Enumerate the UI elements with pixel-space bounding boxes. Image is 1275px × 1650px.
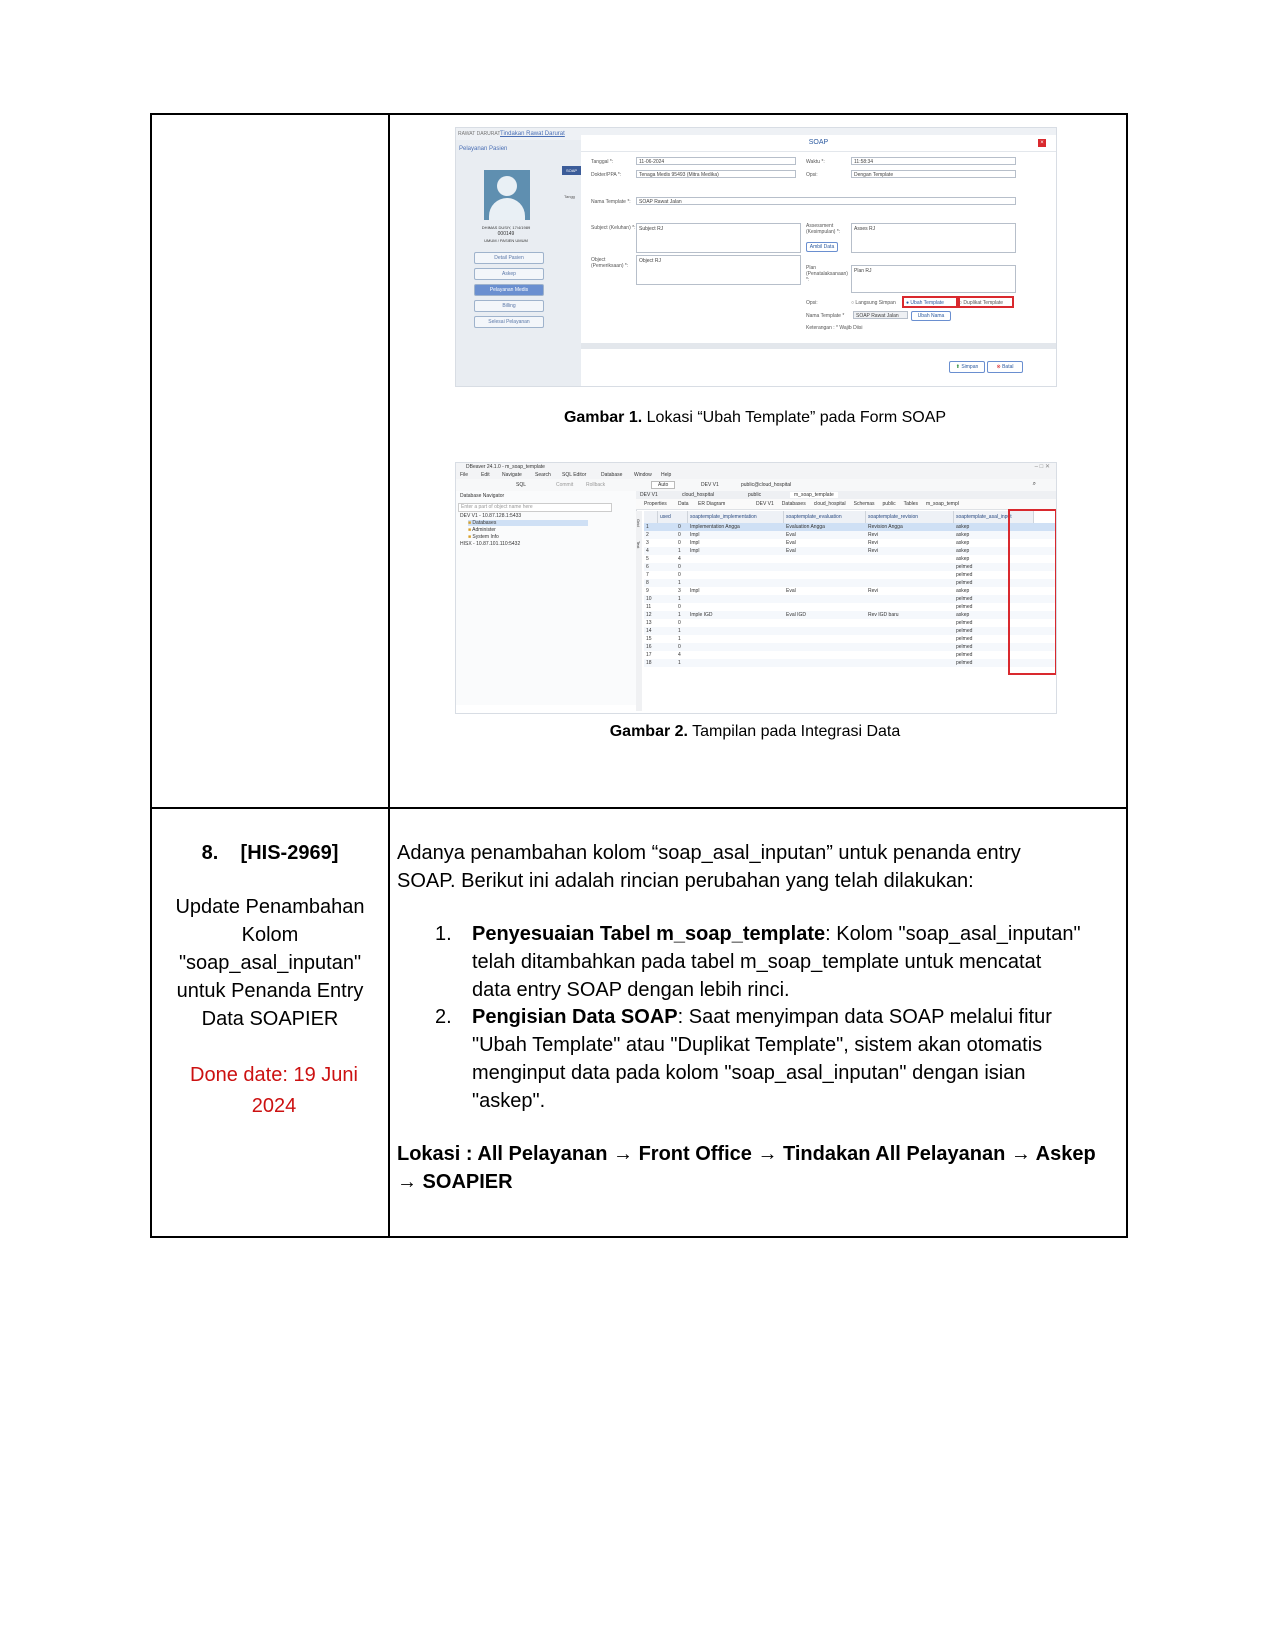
radio-ubah-template-label: Ubah Template	[910, 300, 944, 306]
folder-icon: ■	[468, 520, 472, 526]
table-cell[interactable]: 0	[678, 540, 681, 546]
table-cell[interactable]: Revi	[868, 548, 879, 554]
breadcrumb-item[interactable]: cloud_hospital	[813, 501, 846, 507]
table-cell[interactable]	[786, 659, 868, 667]
figure1-caption-text: Lokasi “Ubah Template” pada Form SOAP	[642, 409, 947, 426]
row-number[interactable]: 9	[646, 588, 649, 594]
avatar-head-icon	[497, 176, 517, 196]
datasource-select[interactable]: DEV V1	[701, 482, 719, 488]
table-cell[interactable]	[868, 555, 956, 563]
table-cell[interactable]	[690, 619, 786, 627]
menu-item-search[interactable]: Search	[535, 472, 551, 478]
breadcrumb-link[interactable]: Tindakan Rawat Darurat	[500, 131, 565, 137]
item-code: [HIS-2969]	[240, 842, 339, 864]
table-cell[interactable]: askep	[956, 548, 970, 554]
table-cell[interactable]: pelmed	[956, 604, 973, 610]
column-header[interactable]: soaptemplate_revision	[866, 511, 954, 523]
table-cell[interactable]	[690, 571, 786, 579]
table-row[interactable]	[644, 643, 1057, 651]
row-number[interactable]: 4	[646, 548, 649, 554]
table-cell[interactable]: pelmed	[956, 628, 973, 634]
table-cell[interactable]: Imple IGD	[690, 612, 713, 618]
dialog-title: SOAP	[581, 135, 1056, 152]
detail-pasien-button[interactable]: Detail Pasien	[474, 252, 544, 264]
figure2-caption-label: Gambar 2.	[609, 723, 688, 740]
table-cell[interactable]	[690, 603, 786, 611]
table-row[interactable]	[644, 635, 1057, 643]
list-item-2-rest: : Saat menyimpan data SOAP melalui fitur	[677, 1006, 1052, 1028]
radio-langsung-simpan[interactable]: ○ Langsung Simpan	[851, 300, 896, 306]
table-cell[interactable]	[690, 555, 786, 563]
opsi-select[interactable]: Dengan Template	[851, 170, 1016, 178]
avatar	[484, 170, 530, 220]
row-number[interactable]: 15	[646, 636, 652, 642]
table-cell[interactable]: askep	[956, 540, 970, 546]
soap-dialog	[581, 135, 1056, 386]
table-cell[interactable]: 1	[678, 660, 681, 666]
item-title-line: "soap_asal_inputan"	[178, 952, 362, 974]
table-cell[interactable]	[690, 627, 786, 635]
folder-icon: ■	[468, 527, 472, 533]
table-cell[interactable]: 0	[678, 532, 681, 538]
batal-label: Batal	[1002, 364, 1014, 370]
ubah-nama-button[interactable]: Ubah Nama	[911, 311, 951, 321]
row-number[interactable]: 1	[646, 524, 649, 530]
plan-textarea[interactable]: Plan RJ	[851, 265, 1016, 293]
table-cell[interactable]	[868, 595, 956, 603]
tree-node-databases-label: Databases	[472, 520, 497, 526]
table-row[interactable]	[644, 571, 1057, 579]
table-cell[interactable]: 1	[678, 548, 681, 554]
list-item-2	[472, 1003, 1122, 1115]
batal-button[interactable]	[987, 361, 1023, 373]
figure2-caption	[455, 723, 1055, 741]
list-item-1-first-line	[472, 920, 1122, 948]
row-number[interactable]: 10	[646, 596, 652, 602]
table-cell[interactable]: Eval	[786, 540, 796, 546]
list-item-1-rest: : Kolom "soap_asal_inputan"	[825, 923, 1081, 945]
list-item-1-bold: Penyesuaian Tabel m_soap_template	[472, 923, 826, 945]
list-item-1	[472, 920, 1122, 1004]
row-divider	[152, 807, 1126, 809]
table-cell[interactable]: pelmed	[956, 564, 973, 570]
item-title-line: untuk Penanda Entry	[176, 980, 364, 1002]
view-switcher	[636, 511, 642, 711]
table-cell[interactable]	[786, 555, 868, 563]
waktu-field[interactable]: 11:58:34	[851, 157, 1016, 165]
opsi2-label: Opsi:	[806, 300, 818, 306]
table-cell[interactable]: Eval IGD	[786, 612, 807, 618]
table-cell[interactable]: pelmed	[956, 580, 973, 586]
table-cell[interactable]: askep	[956, 612, 970, 618]
row-number[interactable]: 5	[646, 556, 649, 562]
table-cell[interactable]	[868, 659, 956, 667]
table-cell[interactable]	[868, 579, 956, 587]
figure1-caption	[455, 409, 1055, 427]
done-date	[156, 1060, 392, 1122]
table-cell[interactable]: Impl	[690, 532, 700, 538]
item-heading	[152, 839, 388, 867]
row-number[interactable]: 3	[646, 540, 649, 546]
patient-name: DHIMAS DUSIY, 17/4/1989	[481, 225, 531, 230]
sql-button[interactable]: SQL	[516, 482, 527, 488]
object-textarea[interactable]: Object RJ	[636, 255, 801, 285]
navigator-filter-input[interactable]: Enter a part of object name here	[458, 503, 612, 512]
table-cell[interactable]: 0	[678, 604, 681, 610]
asal-input-highlight	[1008, 509, 1057, 675]
figure2-caption-text: Tampilan pada Integrasi Data	[687, 723, 901, 740]
breadcrumb: RAWAT DARURAT	[458, 131, 501, 137]
radio-ubah-template[interactable]: ● Ubah Template	[906, 300, 944, 306]
table-cell[interactable]	[786, 595, 868, 603]
table-cell[interactable]: 1	[678, 596, 681, 602]
table-cell[interactable]	[786, 563, 868, 571]
menu-item-sql-editor[interactable]: SQL Editor	[562, 472, 587, 478]
description-intro	[397, 839, 1117, 895]
assessment-label: Assessment (Kesimpulan) *:	[806, 223, 841, 235]
waktu-label: Waktu *:	[806, 159, 825, 165]
item-number: 8.	[201, 842, 219, 864]
figure1-caption-label: Gambar 1.	[563, 409, 643, 426]
table-cell[interactable]	[868, 571, 956, 579]
scrollbar[interactable]	[581, 343, 1056, 349]
database-navigator	[456, 491, 637, 705]
editor-tab[interactable]: m_soap_template	[790, 492, 838, 498]
soap-form-screenshot	[455, 127, 1057, 387]
menu-item-database[interactable]: Database	[601, 472, 623, 478]
dbeaver-screenshot	[455, 462, 1057, 714]
table-cell[interactable]: Eval	[786, 532, 796, 538]
table-row[interactable]	[644, 611, 1057, 619]
keterangan-text: Keterangan : * Wajib Diisi	[806, 325, 863, 331]
table-cell[interactable]	[690, 643, 786, 651]
table-cell[interactable]: askep	[956, 588, 970, 594]
table-cell[interactable]: Eval	[786, 548, 796, 554]
schema-select[interactable]: public@cloud_hospital	[741, 482, 792, 488]
table-cell[interactable]	[786, 651, 868, 659]
table-cell[interactable]: Eval	[786, 588, 796, 594]
simpan-button[interactable]	[949, 361, 985, 373]
table-cell[interactable]: askep	[956, 524, 970, 530]
table-cell[interactable]: pelmed	[956, 636, 973, 642]
table-cell[interactable]: 4	[678, 652, 681, 658]
table-row[interactable]	[644, 595, 1057, 603]
table-row[interactable]	[644, 603, 1057, 611]
intro-line: SOAP. Berikut ini adalah rincian perubahan yang telah dilakukan:	[397, 870, 974, 892]
breadcrumb-item[interactable]: Schemas	[853, 501, 875, 507]
editor-tab[interactable]: public	[748, 492, 762, 498]
intro-line: Adanya penambahan kolom “soap_asal_inputan” untuk penanda entry	[397, 842, 1021, 864]
patient-type: UMUM / PASIEN UMUM	[484, 238, 528, 243]
table-cell[interactable]	[868, 627, 956, 635]
table-cell[interactable]	[868, 619, 956, 627]
row-number[interactable]: 12	[646, 612, 652, 618]
table-cell[interactable]: pelmed	[956, 620, 973, 626]
table-cell[interactable]: 0	[678, 644, 681, 650]
subject-textarea[interactable]: Subject RJ	[636, 223, 801, 253]
table-row[interactable]	[644, 531, 1057, 539]
nama-template2-label: Nama Template *	[806, 313, 845, 319]
table-cell[interactable]: pelmed	[956, 644, 973, 650]
table-cell[interactable]: 4	[678, 556, 681, 562]
tab-data[interactable]: Data	[678, 501, 689, 507]
item-title	[152, 893, 388, 1033]
table-cell[interactable]	[868, 651, 956, 659]
table-cell[interactable]: Impl	[690, 540, 700, 546]
location-line: → SOAPIER	[397, 1171, 513, 1193]
table-cell[interactable]: Evaluation Angga	[786, 524, 825, 530]
table-cell[interactable]	[868, 643, 956, 651]
row-number[interactable]: 6	[646, 564, 649, 570]
menu-item-edit[interactable]: Edit	[481, 472, 490, 478]
table-cell[interactable]: pelmed	[956, 596, 973, 602]
table-cell[interactable]: Revi	[868, 540, 879, 546]
column-header[interactable]: soaptemplate_implementation	[688, 511, 784, 523]
dokter-select[interactable]: Tenaga Medis 95493 (Mitra Medika)	[636, 170, 796, 178]
row-number[interactable]: 18	[646, 660, 652, 666]
row-number[interactable]: 2	[646, 532, 649, 538]
tree-node-databases[interactable]	[468, 520, 588, 526]
list-item-line: menginput data pada kolom "soap_asal_inputan" dengan isian	[472, 1062, 1026, 1084]
menu-item-window[interactable]: Window	[634, 472, 652, 478]
table-cell[interactable]: 0	[678, 524, 681, 530]
table-cell[interactable]: pelmed	[956, 660, 973, 666]
breadcrumb-item[interactable]: Databases	[781, 501, 806, 507]
menu-item-file[interactable]: File	[460, 472, 469, 478]
table-cell[interactable]	[690, 635, 786, 643]
nama-template-label: Nama Template *:	[591, 199, 631, 205]
table-cell[interactable]: askep	[956, 556, 970, 562]
table-row[interactable]	[644, 587, 1057, 595]
nama-template-select[interactable]: SOAP Rawat Jalan	[636, 197, 1016, 205]
radio-duplikat-template[interactable]: ○ Duplikat Template	[959, 300, 1004, 306]
tanggal-label: Tanggal *:	[591, 159, 614, 165]
table-cell[interactable]: pelmed	[956, 572, 973, 578]
tree-node-administer[interactable]	[468, 527, 496, 533]
search-icon[interactable]: ⌕	[1032, 481, 1036, 487]
dokter-label: Dokter/PPA *:	[591, 172, 622, 178]
table-cell[interactable]	[786, 635, 868, 643]
row-number[interactable]: 17	[646, 652, 652, 658]
radio-langsung-simpan-label: Langsung Simpan	[855, 300, 896, 306]
radio-duplikat-template-label: Duplikat Template	[963, 300, 1004, 306]
object-label: Object (Pemeriksaan) *:	[591, 257, 629, 269]
table-row[interactable]	[644, 659, 1057, 667]
table-cell[interactable]	[868, 603, 956, 611]
table-cell[interactable]	[786, 643, 868, 651]
item-title-line: Data SOAPIER	[201, 1008, 339, 1030]
table-cell[interactable]	[786, 571, 868, 579]
table-cell[interactable]	[786, 619, 868, 627]
tab-properties[interactable]: Properties	[644, 501, 667, 507]
selesai-pelayanan-button[interactable]: Selesai Pelayanan	[474, 316, 544, 328]
breadcrumb-item[interactable]: m_soap_templ	[926, 501, 959, 507]
ambil-data-button[interactable]: Ambil Data	[806, 242, 838, 252]
table-cell[interactable]	[786, 579, 868, 587]
table-cell[interactable]	[690, 595, 786, 603]
grid-view-toggle[interactable]: Grid	[636, 519, 641, 527]
list-item-2-bold: Pengisian Data SOAP	[472, 1006, 678, 1028]
table-cell[interactable]: 1	[678, 612, 681, 618]
row-number[interactable]: 13	[646, 620, 652, 626]
pelayanan-medis-button[interactable]: Pelayanan Medis	[474, 284, 544, 296]
tree-node-system-info-label: System Info	[472, 534, 499, 540]
row-number-header[interactable]	[644, 511, 658, 523]
close-icon[interactable]: ×	[1038, 139, 1046, 147]
item-title-line: Update Penambahan	[175, 896, 365, 918]
list-item-line: telah ditambahkan pada tabel m_soap_template untuk mencatat	[472, 951, 1042, 973]
navigator-title: Database Navigator	[460, 493, 505, 499]
list-item-line: "Ubah Template" atau "Duplikat Template", sistem akan otomatis	[472, 1034, 1043, 1056]
folder-icon: ■	[468, 534, 472, 540]
table-cell[interactable]	[690, 579, 786, 587]
table-row[interactable]	[644, 523, 1057, 531]
soap-side-tab[interactable]: SOAP	[562, 166, 581, 175]
location-line: Lokasi : All Pelayanan → Front Office → Tindakan All Pelayanan → Askep	[397, 1143, 1096, 1165]
side-tab-label: Tangg	[564, 194, 575, 199]
table-row[interactable]	[644, 579, 1057, 587]
table-cell[interactable]: pelmed	[956, 652, 973, 658]
table-cell[interactable]: Revi	[868, 532, 879, 538]
done-date-line: Done date: 19 Juni	[190, 1064, 358, 1086]
window-controls-icon[interactable]: – □ ✕	[1034, 464, 1050, 470]
table-row[interactable]	[644, 539, 1057, 547]
path-breadcrumb	[756, 501, 967, 507]
commit-button[interactable]: Commit	[556, 482, 574, 488]
table-row[interactable]	[644, 627, 1057, 635]
patient-id: 000149	[497, 231, 515, 237]
table-cell[interactable]	[690, 651, 786, 659]
table-cell[interactable]: 0	[678, 564, 681, 570]
auto-commit-select[interactable]: Auto	[651, 481, 675, 489]
location-text	[397, 1140, 1117, 1196]
sidebar-title: Pelayanan Pasien	[459, 146, 508, 152]
table-cell[interactable]	[690, 563, 786, 571]
row-number[interactable]: 14	[646, 628, 652, 634]
table-cell[interactable]: 1	[678, 628, 681, 634]
table-row[interactable]	[644, 547, 1057, 555]
table-cell[interactable]: askep	[956, 532, 970, 538]
table-cell[interactable]: 3	[678, 588, 681, 594]
table-cell[interactable]: 1	[678, 636, 681, 642]
table-cell[interactable]: Revision Angga	[868, 524, 903, 530]
patient-sidebar	[456, 140, 581, 386]
table-cell[interactable]: 1	[678, 580, 681, 586]
table-row[interactable]	[644, 563, 1057, 571]
table-cell[interactable]: Implementation Angga	[690, 524, 740, 530]
table-cell[interactable]	[868, 635, 956, 643]
list-number-1: 1.	[435, 923, 452, 945]
window-title: DBeaver 24.1.0 - m_soap_template	[466, 464, 545, 470]
rollback-button[interactable]: Rollback	[586, 482, 606, 488]
avatar-body-icon	[489, 198, 525, 220]
cancel-icon: ⊗	[996, 364, 1001, 370]
billing-button[interactable]: Billing	[474, 300, 544, 312]
editor-tab[interactable]: cloud_hospital	[682, 492, 714, 498]
simpan-label: Simpan	[961, 364, 979, 370]
text-view-toggle[interactable]: Text	[636, 541, 641, 549]
table-cell[interactable]: 0	[678, 620, 681, 626]
row-number[interactable]: 8	[646, 580, 649, 586]
save-icon: ⬆	[955, 364, 960, 370]
tree-node-system-info[interactable]	[468, 534, 499, 540]
table-cell[interactable]	[690, 659, 786, 667]
table-row[interactable]	[644, 555, 1057, 563]
list-item-2-first-line	[472, 1003, 1122, 1031]
menu-item-help[interactable]: Help	[661, 472, 672, 478]
table-cell[interactable]	[868, 563, 956, 571]
editor-tab[interactable]: DEV V1	[640, 492, 658, 498]
breadcrumb-item[interactable]: Tables	[903, 501, 919, 507]
table-cell[interactable]	[786, 627, 868, 635]
table-cell[interactable]: Impl	[690, 548, 700, 554]
list-item-line: data entry SOAP dengan lebih rinci.	[472, 979, 790, 1001]
list-number-2: 2.	[435, 1006, 452, 1028]
column-header[interactable]: soaptemplate_asal_input	[954, 511, 1034, 523]
tree-node-hisx[interactable]: HISX - 10.87.101.110:5432	[460, 541, 521, 547]
row-number[interactable]: 16	[646, 644, 652, 650]
item-title-line: Kolom	[241, 924, 299, 946]
nama-template2-field[interactable]: SOAP Rawat Jalan	[853, 311, 908, 319]
table-row[interactable]	[644, 619, 1057, 627]
table-row[interactable]	[644, 651, 1057, 659]
menu-item-navigate[interactable]: Navigate	[502, 472, 522, 478]
assessment-textarea[interactable]: Asses RJ	[851, 223, 1016, 253]
row-number[interactable]: 11	[646, 604, 652, 610]
table-cell[interactable]: Impl	[690, 588, 700, 594]
tree-node-dev[interactable]: DEV V1 - 10.87.128.1:5433	[460, 513, 522, 519]
table-cell[interactable]: Rev IGD baru	[868, 612, 899, 618]
opsi-label: Opsi:	[806, 172, 818, 178]
column-header[interactable]: soaptemplate_evaluation	[784, 511, 866, 523]
row-number[interactable]: 7	[646, 572, 649, 578]
plan-label: Plan (Penatalaksanaan) *:	[806, 265, 848, 283]
list-item-line: "askep".	[472, 1090, 546, 1112]
tree-node-administer-label: Administer	[472, 527, 496, 533]
breadcrumb-item[interactable]: DEV V1	[756, 501, 774, 507]
breadcrumb-item[interactable]: public	[882, 501, 896, 507]
subject-label: Subject (Keluhan) *:	[591, 225, 636, 231]
table-cell[interactable]: 0	[678, 572, 681, 578]
column-header[interactable]: used	[658, 511, 688, 523]
table-cell[interactable]: Revi	[868, 588, 879, 594]
table-cell[interactable]	[786, 603, 868, 611]
tab-er-diagram[interactable]: ER Diagram	[698, 501, 726, 507]
askep-button[interactable]: Askep	[474, 268, 544, 280]
tanggal-field[interactable]: 11-06-2024	[636, 157, 796, 165]
done-date-line: 2024	[251, 1095, 297, 1117]
